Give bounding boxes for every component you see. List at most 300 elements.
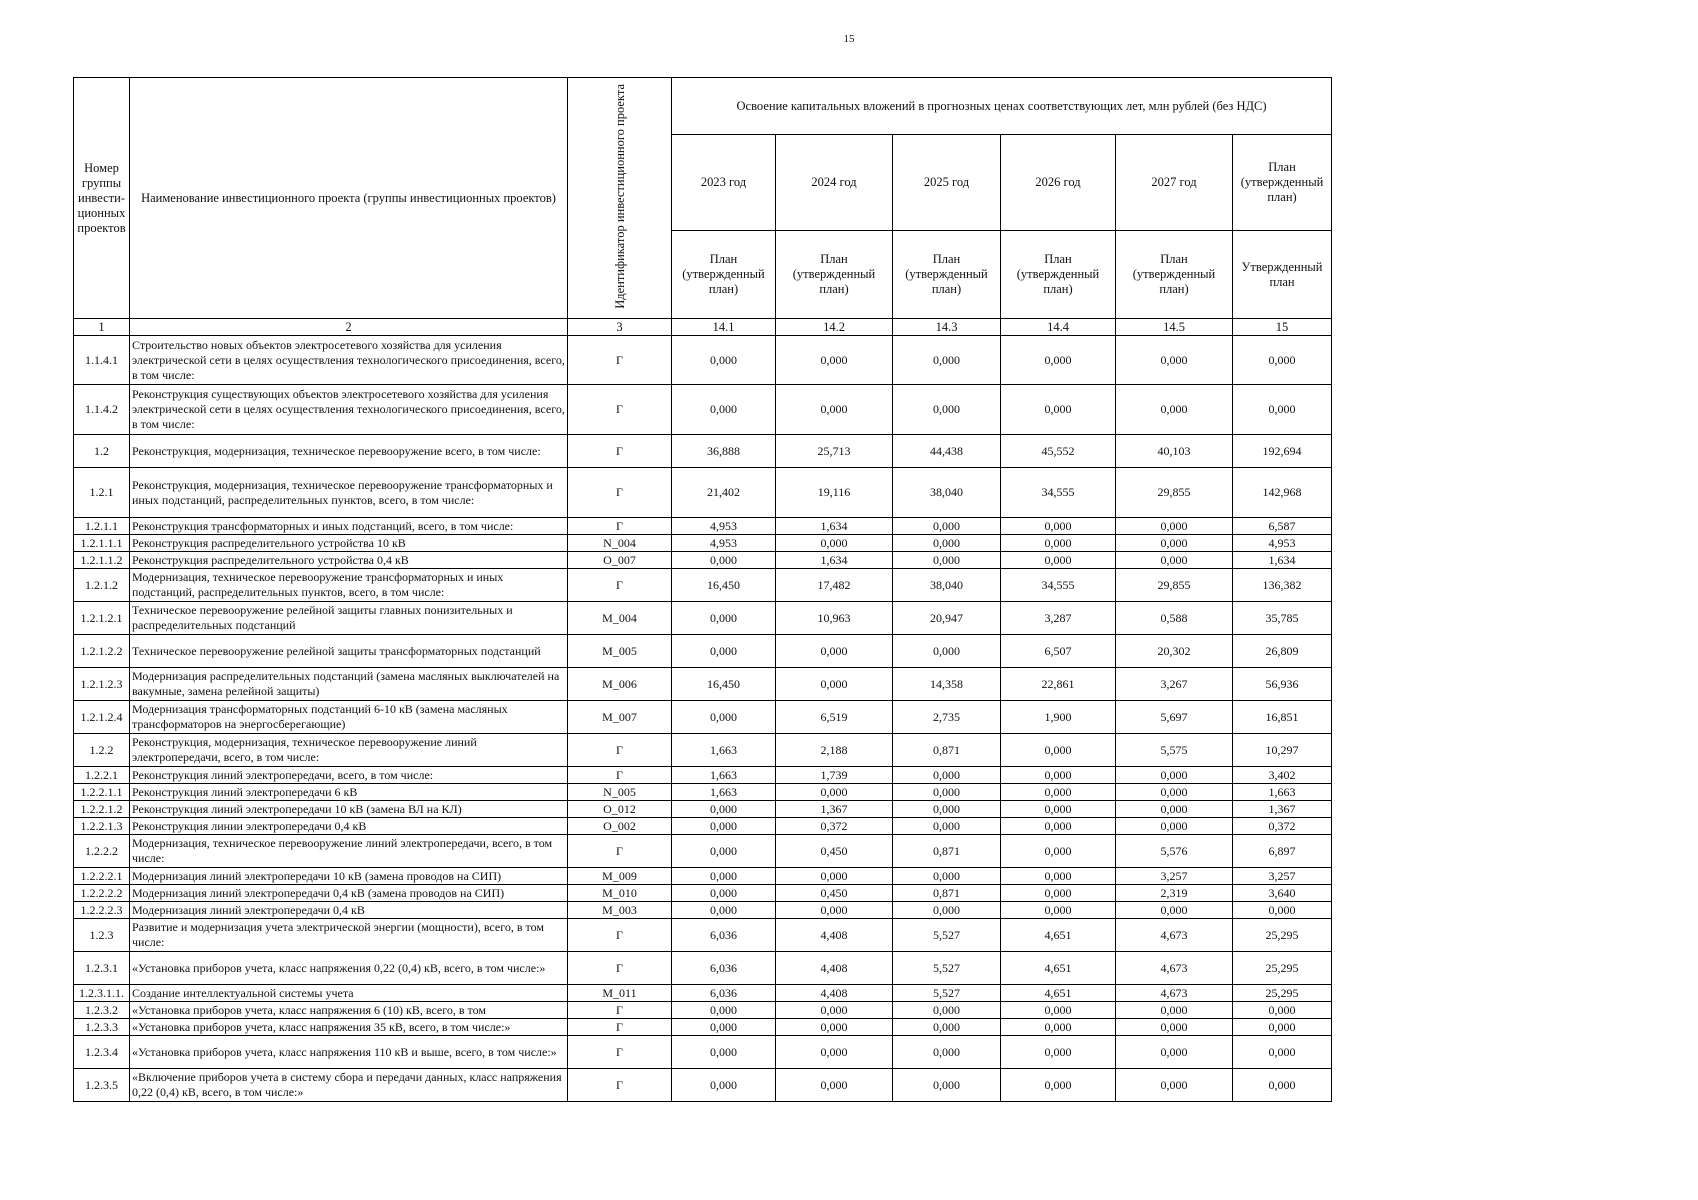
header-plan-type: План (утвержденный план): [1001, 231, 1116, 319]
capex-value: 25,295: [1233, 985, 1332, 1002]
capex-value: 14,358: [893, 668, 1001, 701]
capex-value: 0,000: [672, 701, 776, 734]
capex-value: 0,000: [1001, 385, 1116, 435]
row-number: 1.2.1.2.4: [74, 701, 130, 734]
header-identifier: [568, 78, 672, 319]
capex-value: 19,116: [776, 468, 893, 518]
header-plan-type: План (утвержденный план): [1116, 231, 1233, 319]
capex-value: 0,871: [893, 835, 1001, 868]
capex-value: 1,634: [776, 552, 893, 569]
row-number: 1.2.2.2.2: [74, 885, 130, 902]
capex-value: 26,809: [1233, 635, 1332, 668]
capex-value: 1,900: [1001, 701, 1116, 734]
capex-value: 0,000: [893, 767, 1001, 784]
capex-value: 0,000: [1001, 552, 1116, 569]
capex-value: 21,402: [672, 468, 776, 518]
capex-value: 0,000: [1001, 1002, 1116, 1019]
capex-value: 0,372: [1233, 818, 1332, 835]
capex-value: 4,651: [1001, 952, 1116, 985]
project-identifier: M_004: [568, 602, 672, 635]
capex-value: 0,000: [776, 535, 893, 552]
header-year: План (утвержденный план): [1233, 135, 1332, 231]
project-name: Модернизация линий электропередачи 10 кВ (замена проводов на СИП): [130, 868, 568, 885]
capex-value: 4,673: [1116, 952, 1233, 985]
capex-value: 6,036: [672, 952, 776, 985]
capex-value: 0,000: [1001, 818, 1116, 835]
capex-value: 0,000: [893, 1036, 1001, 1069]
capex-value: 22,861: [1001, 668, 1116, 701]
project-name: Модернизация трансформаторных подстанций 6-10 кВ (замена масляных трансформаторов на энергосберегающие): [130, 701, 568, 734]
project-name: Реконструкция, модернизация, техническое перевооружение всего, в том числе:: [130, 435, 568, 468]
capex-value: 0,000: [672, 552, 776, 569]
capex-value: 25,295: [1233, 919, 1332, 952]
capex-value: 0,000: [776, 635, 893, 668]
capex-value: 4,408: [776, 919, 893, 952]
row-number: 1.2.1.1.1: [74, 535, 130, 552]
table-row: [74, 1019, 1332, 1036]
capex-value: 4,953: [672, 518, 776, 535]
capex-value: 0,000: [893, 902, 1001, 919]
project-name: Реконструкция распределительного устройства 0,4 кВ: [130, 552, 568, 569]
capex-value: 38,040: [893, 569, 1001, 602]
project-identifier: Г: [568, 952, 672, 985]
capex-value: 1,367: [776, 801, 893, 818]
capex-value: 1,663: [672, 784, 776, 801]
capex-value: 4,408: [776, 985, 893, 1002]
project-identifier: O_012: [568, 801, 672, 818]
row-number: 1.2.2.2: [74, 835, 130, 868]
table-row: [74, 885, 1332, 902]
header-group-number: Номер группы инвести-ционных проектов: [74, 78, 130, 319]
table-row: [74, 952, 1332, 985]
project-identifier: M_003: [568, 902, 672, 919]
project-identifier: O_007: [568, 552, 672, 569]
project-name: Развитие и модернизация учета электрической энергии (мощности), всего, в том числе:: [130, 919, 568, 952]
table-row: [74, 1069, 1332, 1102]
row-number: 1.2.2.1.1: [74, 784, 130, 801]
capex-value: 0,000: [1233, 385, 1332, 435]
project-identifier: Г: [568, 518, 672, 535]
capex-value: 0,000: [672, 602, 776, 635]
header-year: 2027 год: [1116, 135, 1233, 231]
capex-value: 25,713: [776, 435, 893, 468]
capex-value: 3,257: [1233, 868, 1332, 885]
capex-value: 0,000: [1001, 835, 1116, 868]
column-number: 15: [1233, 319, 1332, 336]
table-row: [74, 919, 1332, 952]
capex-value: 0,000: [1233, 1036, 1332, 1069]
capex-value: 4,673: [1116, 919, 1233, 952]
header-plan-type: Утвержденный план: [1233, 231, 1332, 319]
capex-value: 40,103: [1116, 435, 1233, 468]
row-number: 1.2.2.2.3: [74, 902, 130, 919]
capex-value: 0,000: [1001, 885, 1116, 902]
capex-value: 4,408: [776, 952, 893, 985]
column-number: 14.4: [1001, 319, 1116, 336]
capex-value: 136,382: [1233, 569, 1332, 602]
row-number: 1.2.2.1.2: [74, 801, 130, 818]
capex-value: 5,527: [893, 952, 1001, 985]
capex-value: 34,555: [1001, 569, 1116, 602]
capex-value: 192,694: [1233, 435, 1332, 468]
project-name: Реконструкция линий электропередачи 10 кВ (замена ВЛ на КЛ): [130, 801, 568, 818]
capex-value: 1,663: [1233, 784, 1332, 801]
capex-value: 0,000: [776, 336, 893, 385]
table-row: [74, 385, 1332, 435]
page-number: 15: [843, 33, 855, 45]
capex-value: 0,000: [1233, 902, 1332, 919]
row-number: 1.2.1.1.2: [74, 552, 130, 569]
capex-value: 0,000: [672, 336, 776, 385]
capex-value: 4,651: [1001, 985, 1116, 1002]
capex-value: 0,000: [1116, 1019, 1233, 1036]
capex-value: 0,000: [1233, 336, 1332, 385]
capex-value: 0,000: [1116, 518, 1233, 535]
capex-value: 0,000: [1233, 1069, 1332, 1102]
table-row: [74, 569, 1332, 602]
project-identifier: Г: [568, 1036, 672, 1069]
project-identifier: Г: [568, 734, 672, 767]
row-number: 1.2.3.1: [74, 952, 130, 985]
row-number: 1.2.2: [74, 734, 130, 767]
table-row: [74, 602, 1332, 635]
project-identifier: Г: [568, 767, 672, 784]
capex-value: 1,663: [672, 767, 776, 784]
project-identifier: Г: [568, 569, 672, 602]
capex-value: 0,000: [776, 784, 893, 801]
project-name: Модернизация линий электропередачи 0,4 кВ (замена проводов на СИП): [130, 885, 568, 902]
project-identifier: M_007: [568, 701, 672, 734]
capex-value: 0,000: [1001, 801, 1116, 818]
capex-value: 5,576: [1116, 835, 1233, 868]
project-name: Реконструкция линий электропередачи 6 кВ: [130, 784, 568, 801]
capex-value: 1,367: [1233, 801, 1332, 818]
capex-value: 0,000: [776, 868, 893, 885]
capex-value: 0,000: [672, 835, 776, 868]
table-row: [74, 835, 1332, 868]
capex-value: 0,000: [672, 818, 776, 835]
capex-value: 0,000: [672, 801, 776, 818]
capex-value: 4,651: [1001, 919, 1116, 952]
row-number: 1.2.1.2: [74, 569, 130, 602]
capex-value: 0,000: [776, 1036, 893, 1069]
project-name: Техническое перевооружение релейной защиты главных понизительных и распределительных подстанций: [130, 602, 568, 635]
capex-value: 16,851: [1233, 701, 1332, 734]
capex-value: 56,936: [1233, 668, 1332, 701]
project-identifier: Г: [568, 435, 672, 468]
project-identifier: Г: [568, 919, 672, 952]
capex-value: 0,000: [776, 902, 893, 919]
project-name: Создание интеллектуальной системы учета: [130, 985, 568, 1002]
project-identifier: Г: [568, 1019, 672, 1036]
project-name: Модернизация, техническое перевооружение трансформаторных и иных подстанций, распределительных пунктов, всего, в том числе:: [130, 569, 568, 602]
project-name: Модернизация, техническое перевооружение линий электропередачи, всего, в том числе:: [130, 835, 568, 868]
header-year: 2024 год: [776, 135, 893, 231]
table-row: [74, 902, 1332, 919]
table-row: [74, 868, 1332, 885]
header-capex-title: Освоение капитальных вложений в прогнозных ценах соответствующих лет, млн рублей (без НДС): [672, 78, 1332, 135]
row-number: 1.2.1.2.3: [74, 668, 130, 701]
capex-value: 29,855: [1116, 569, 1233, 602]
capex-value: 0,000: [893, 1019, 1001, 1036]
project-name: «Установка приборов учета, класс напряжения 6 (10) кВ, всего, в том: [130, 1002, 568, 1019]
capex-value: 44,438: [893, 435, 1001, 468]
capex-value: 16,450: [672, 668, 776, 701]
project-name: Строительство новых объектов электросетевого хозяйства для усиления электрической сети в целях осуществления технологического присоединения, всего, в том числе:: [130, 336, 568, 385]
capex-value: 0,000: [776, 1002, 893, 1019]
capex-value: 0,000: [1116, 818, 1233, 835]
capex-value: 0,450: [776, 885, 893, 902]
header-year: 2023 год: [672, 135, 776, 231]
project-identifier: M_010: [568, 885, 672, 902]
capex-value: 0,000: [1116, 801, 1233, 818]
capex-value: 1,634: [1233, 552, 1332, 569]
capex-value: 0,000: [776, 1069, 893, 1102]
capex-value: 0,000: [672, 868, 776, 885]
capex-value: 0,871: [893, 885, 1001, 902]
capex-value: 6,036: [672, 919, 776, 952]
capex-value: 45,552: [1001, 435, 1116, 468]
project-name: Реконструкция линии электропередачи 0,4 кВ: [130, 818, 568, 835]
capex-value: 0,000: [672, 635, 776, 668]
table-row: [74, 801, 1332, 818]
capex-value: 0,000: [672, 885, 776, 902]
row-number: 1.2.3.3: [74, 1019, 130, 1036]
capex-value: 0,000: [1001, 784, 1116, 801]
table-row: [74, 336, 1332, 385]
table-row: [74, 435, 1332, 468]
row-number: 1.1.4.2: [74, 385, 130, 435]
column-number: 14.2: [776, 319, 893, 336]
project-name: «Включение приборов учета в систему сбора и передачи данных, класс напряжения 0,22 (0,4) кВ, всего, в том числе:»: [130, 1069, 568, 1102]
capex-value: 0,000: [776, 385, 893, 435]
table-row: [74, 535, 1332, 552]
capex-value: 36,888: [672, 435, 776, 468]
row-number: 1.2.3.1.1.: [74, 985, 130, 1002]
project-name: Техническое перевооружение релейной защиты трансформаторных подстанций: [130, 635, 568, 668]
capex-value: 0,000: [1116, 1069, 1233, 1102]
capex-value: 0,372: [776, 818, 893, 835]
capex-value: 0,000: [893, 1002, 1001, 1019]
capex-value: 38,040: [893, 468, 1001, 518]
table-row: [74, 701, 1332, 734]
row-number: 1.2.1.1: [74, 518, 130, 535]
project-identifier: Г: [568, 385, 672, 435]
capex-value: 20,947: [893, 602, 1001, 635]
capex-value: 0,000: [672, 1019, 776, 1036]
capex-value: 6,036: [672, 985, 776, 1002]
capex-value: 4,953: [672, 535, 776, 552]
row-number: 1.2.3.2: [74, 1002, 130, 1019]
capex-value: 0,000: [893, 336, 1001, 385]
row-number: 1.2.3: [74, 919, 130, 952]
capex-value: 0,000: [1116, 784, 1233, 801]
capex-value: 1,739: [776, 767, 893, 784]
row-number: 1.2.1.2.2: [74, 635, 130, 668]
project-name: Реконструкция, модернизация, техническое перевооружение линий электропередачи, всего, в том числе:: [130, 734, 568, 767]
column-number: 1: [74, 319, 130, 336]
project-name: Модернизация линий электропередачи 0,4 кВ: [130, 902, 568, 919]
capex-value: 0,000: [1233, 1019, 1332, 1036]
capex-value: 29,855: [1116, 468, 1233, 518]
capex-value: 0,000: [776, 668, 893, 701]
capex-value: 16,450: [672, 569, 776, 602]
header-project-name: Наименование инвестиционного проекта (группы инвестиционных проектов): [130, 78, 568, 319]
project-name: Реконструкция, модернизация, техническое перевооружение трансформаторных и иных подстанций, распределительных пунктов, всего, в том числе:: [130, 468, 568, 518]
capex-value: 0,000: [1116, 535, 1233, 552]
row-number: 1.2.1: [74, 468, 130, 518]
project-name: «Установка приборов учета, класс напряжения 110 кВ и выше, всего, в том числе:»: [130, 1036, 568, 1069]
project-identifier: Г: [568, 835, 672, 868]
row-number: 1.2.2.1: [74, 767, 130, 784]
capex-value: 1,634: [776, 518, 893, 535]
capex-value: 10,963: [776, 602, 893, 635]
project-name: Реконструкция линий электропередачи, всего, в том числе:: [130, 767, 568, 784]
project-name: Реконструкция трансформаторных и иных подстанций, всего, в том числе:: [130, 518, 568, 535]
investment-table: [73, 77, 1332, 1102]
capex-value: 0,000: [1001, 535, 1116, 552]
capex-value: 0,000: [893, 818, 1001, 835]
capex-value: 0,000: [1116, 902, 1233, 919]
capex-value: 3,287: [1001, 602, 1116, 635]
capex-value: 2,188: [776, 734, 893, 767]
capex-value: 0,000: [893, 868, 1001, 885]
capex-value: 3,640: [1233, 885, 1332, 902]
row-number: 1.1.4.1: [74, 336, 130, 385]
row-number: 1.2.3.4: [74, 1036, 130, 1069]
row-number: 1.2.1.2.1: [74, 602, 130, 635]
table-row: [74, 518, 1332, 535]
table-row: [74, 818, 1332, 835]
capex-value: 0,000: [776, 1019, 893, 1036]
table-row: [74, 734, 1332, 767]
capex-value: 0,000: [672, 1069, 776, 1102]
capex-value: 0,000: [893, 535, 1001, 552]
capex-value: 0,000: [893, 385, 1001, 435]
capex-value: 0,000: [1116, 1002, 1233, 1019]
capex-value: 0,000: [672, 1036, 776, 1069]
capex-value: 4,673: [1116, 985, 1233, 1002]
capex-value: 3,257: [1116, 868, 1233, 885]
capex-value: 0,000: [1001, 336, 1116, 385]
table-row: [74, 985, 1332, 1002]
table-body: [74, 336, 1332, 1102]
capex-value: 10,297: [1233, 734, 1332, 767]
capex-value: 0,000: [893, 518, 1001, 535]
capex-value: 142,968: [1233, 468, 1332, 518]
capex-value: 0,000: [1001, 518, 1116, 535]
capex-value: 0,000: [1001, 1069, 1116, 1102]
project-identifier: O_002: [568, 818, 672, 835]
column-number: 14.5: [1116, 319, 1233, 336]
capex-value: 0,000: [672, 385, 776, 435]
capex-value: 5,575: [1116, 734, 1233, 767]
capex-value: 5,527: [893, 985, 1001, 1002]
capex-value: 0,000: [893, 1069, 1001, 1102]
table-row: [74, 1036, 1332, 1069]
capex-value: 25,295: [1233, 952, 1332, 985]
capex-value: 17,482: [776, 569, 893, 602]
column-number: 3: [568, 319, 672, 336]
column-number: 2: [130, 319, 568, 336]
capex-value: 20,302: [1116, 635, 1233, 668]
column-number: 14.1: [672, 319, 776, 336]
capex-value: 34,555: [1001, 468, 1116, 518]
table-row: [74, 468, 1332, 518]
capex-value: 4,953: [1233, 535, 1332, 552]
header-identifier-text: Идентификатор инвестиционного проекта: [612, 83, 627, 309]
capex-value: 6,519: [776, 701, 893, 734]
header-plan-type: План (утвержденный план): [672, 231, 776, 319]
capex-value: 0,000: [1233, 1002, 1332, 1019]
table-row: [74, 767, 1332, 784]
capex-value: 0,000: [1116, 1036, 1233, 1069]
capex-value: 6,507: [1001, 635, 1116, 668]
capex-value: 0,000: [1116, 767, 1233, 784]
table-row: [74, 1002, 1332, 1019]
project-identifier: Г: [568, 468, 672, 518]
project-identifier: M_005: [568, 635, 672, 668]
capex-value: 0,000: [893, 801, 1001, 818]
header-year: 2025 год: [893, 135, 1001, 231]
project-identifier: N_004: [568, 535, 672, 552]
capex-value: 0,000: [1001, 767, 1116, 784]
capex-value: 0,000: [672, 902, 776, 919]
project-identifier: M_006: [568, 668, 672, 701]
capex-value: 0,000: [1001, 868, 1116, 885]
capex-value: 0,000: [1001, 1036, 1116, 1069]
capex-value: 0,450: [776, 835, 893, 868]
capex-value: 3,402: [1233, 767, 1332, 784]
capex-value: 0,000: [893, 635, 1001, 668]
project-identifier: Г: [568, 1002, 672, 1019]
capex-value: 6,587: [1233, 518, 1332, 535]
capex-value: 0,000: [1116, 385, 1233, 435]
capex-value: 5,527: [893, 919, 1001, 952]
capex-value: 0,871: [893, 734, 1001, 767]
project-name: «Установка приборов учета, класс напряжения 35 кВ, всего, в том числе:»: [130, 1019, 568, 1036]
row-number: 1.2.2.2.1: [74, 868, 130, 885]
capex-value: 0,000: [1001, 1019, 1116, 1036]
row-number: 1.2: [74, 435, 130, 468]
project-identifier: M_009: [568, 868, 672, 885]
capex-value: 3,267: [1116, 668, 1233, 701]
header-plan-type: План (утвержденный план): [776, 231, 893, 319]
capex-value: 0,000: [672, 1002, 776, 1019]
capex-value: 0,000: [1116, 552, 1233, 569]
table-row: [74, 784, 1332, 801]
capex-value: 35,785: [1233, 602, 1332, 635]
capex-value: 2,735: [893, 701, 1001, 734]
project-name: Реконструкция существующих объектов электросетевого хозяйства для усиления электрической сети в целях осуществления технологического присоединения, всего, в том числе:: [130, 385, 568, 435]
capex-value: 0,588: [1116, 602, 1233, 635]
project-name: Модернизация распределительных подстанций (замена масляных выключателей на вакумные, замена релейной защиты): [130, 668, 568, 701]
project-name: «Установка приборов учета, класс напряжения 0,22 (0,4) кВ, всего, в том числе:»: [130, 952, 568, 985]
project-name: Реконструкция распределительного устройства 10 кВ: [130, 535, 568, 552]
table-row: [74, 635, 1332, 668]
capex-value: 0,000: [1116, 336, 1233, 385]
table-row: [74, 668, 1332, 701]
table-row: [74, 552, 1332, 569]
capex-value: 1,663: [672, 734, 776, 767]
capex-value: 0,000: [893, 784, 1001, 801]
row-number: 1.2.3.5: [74, 1069, 130, 1102]
project-identifier: Г: [568, 336, 672, 385]
header-plan-type: План (утвержденный план): [893, 231, 1001, 319]
row-number: 1.2.2.1.3: [74, 818, 130, 835]
capex-value: 2,319: [1116, 885, 1233, 902]
project-identifier: M_011: [568, 985, 672, 1002]
